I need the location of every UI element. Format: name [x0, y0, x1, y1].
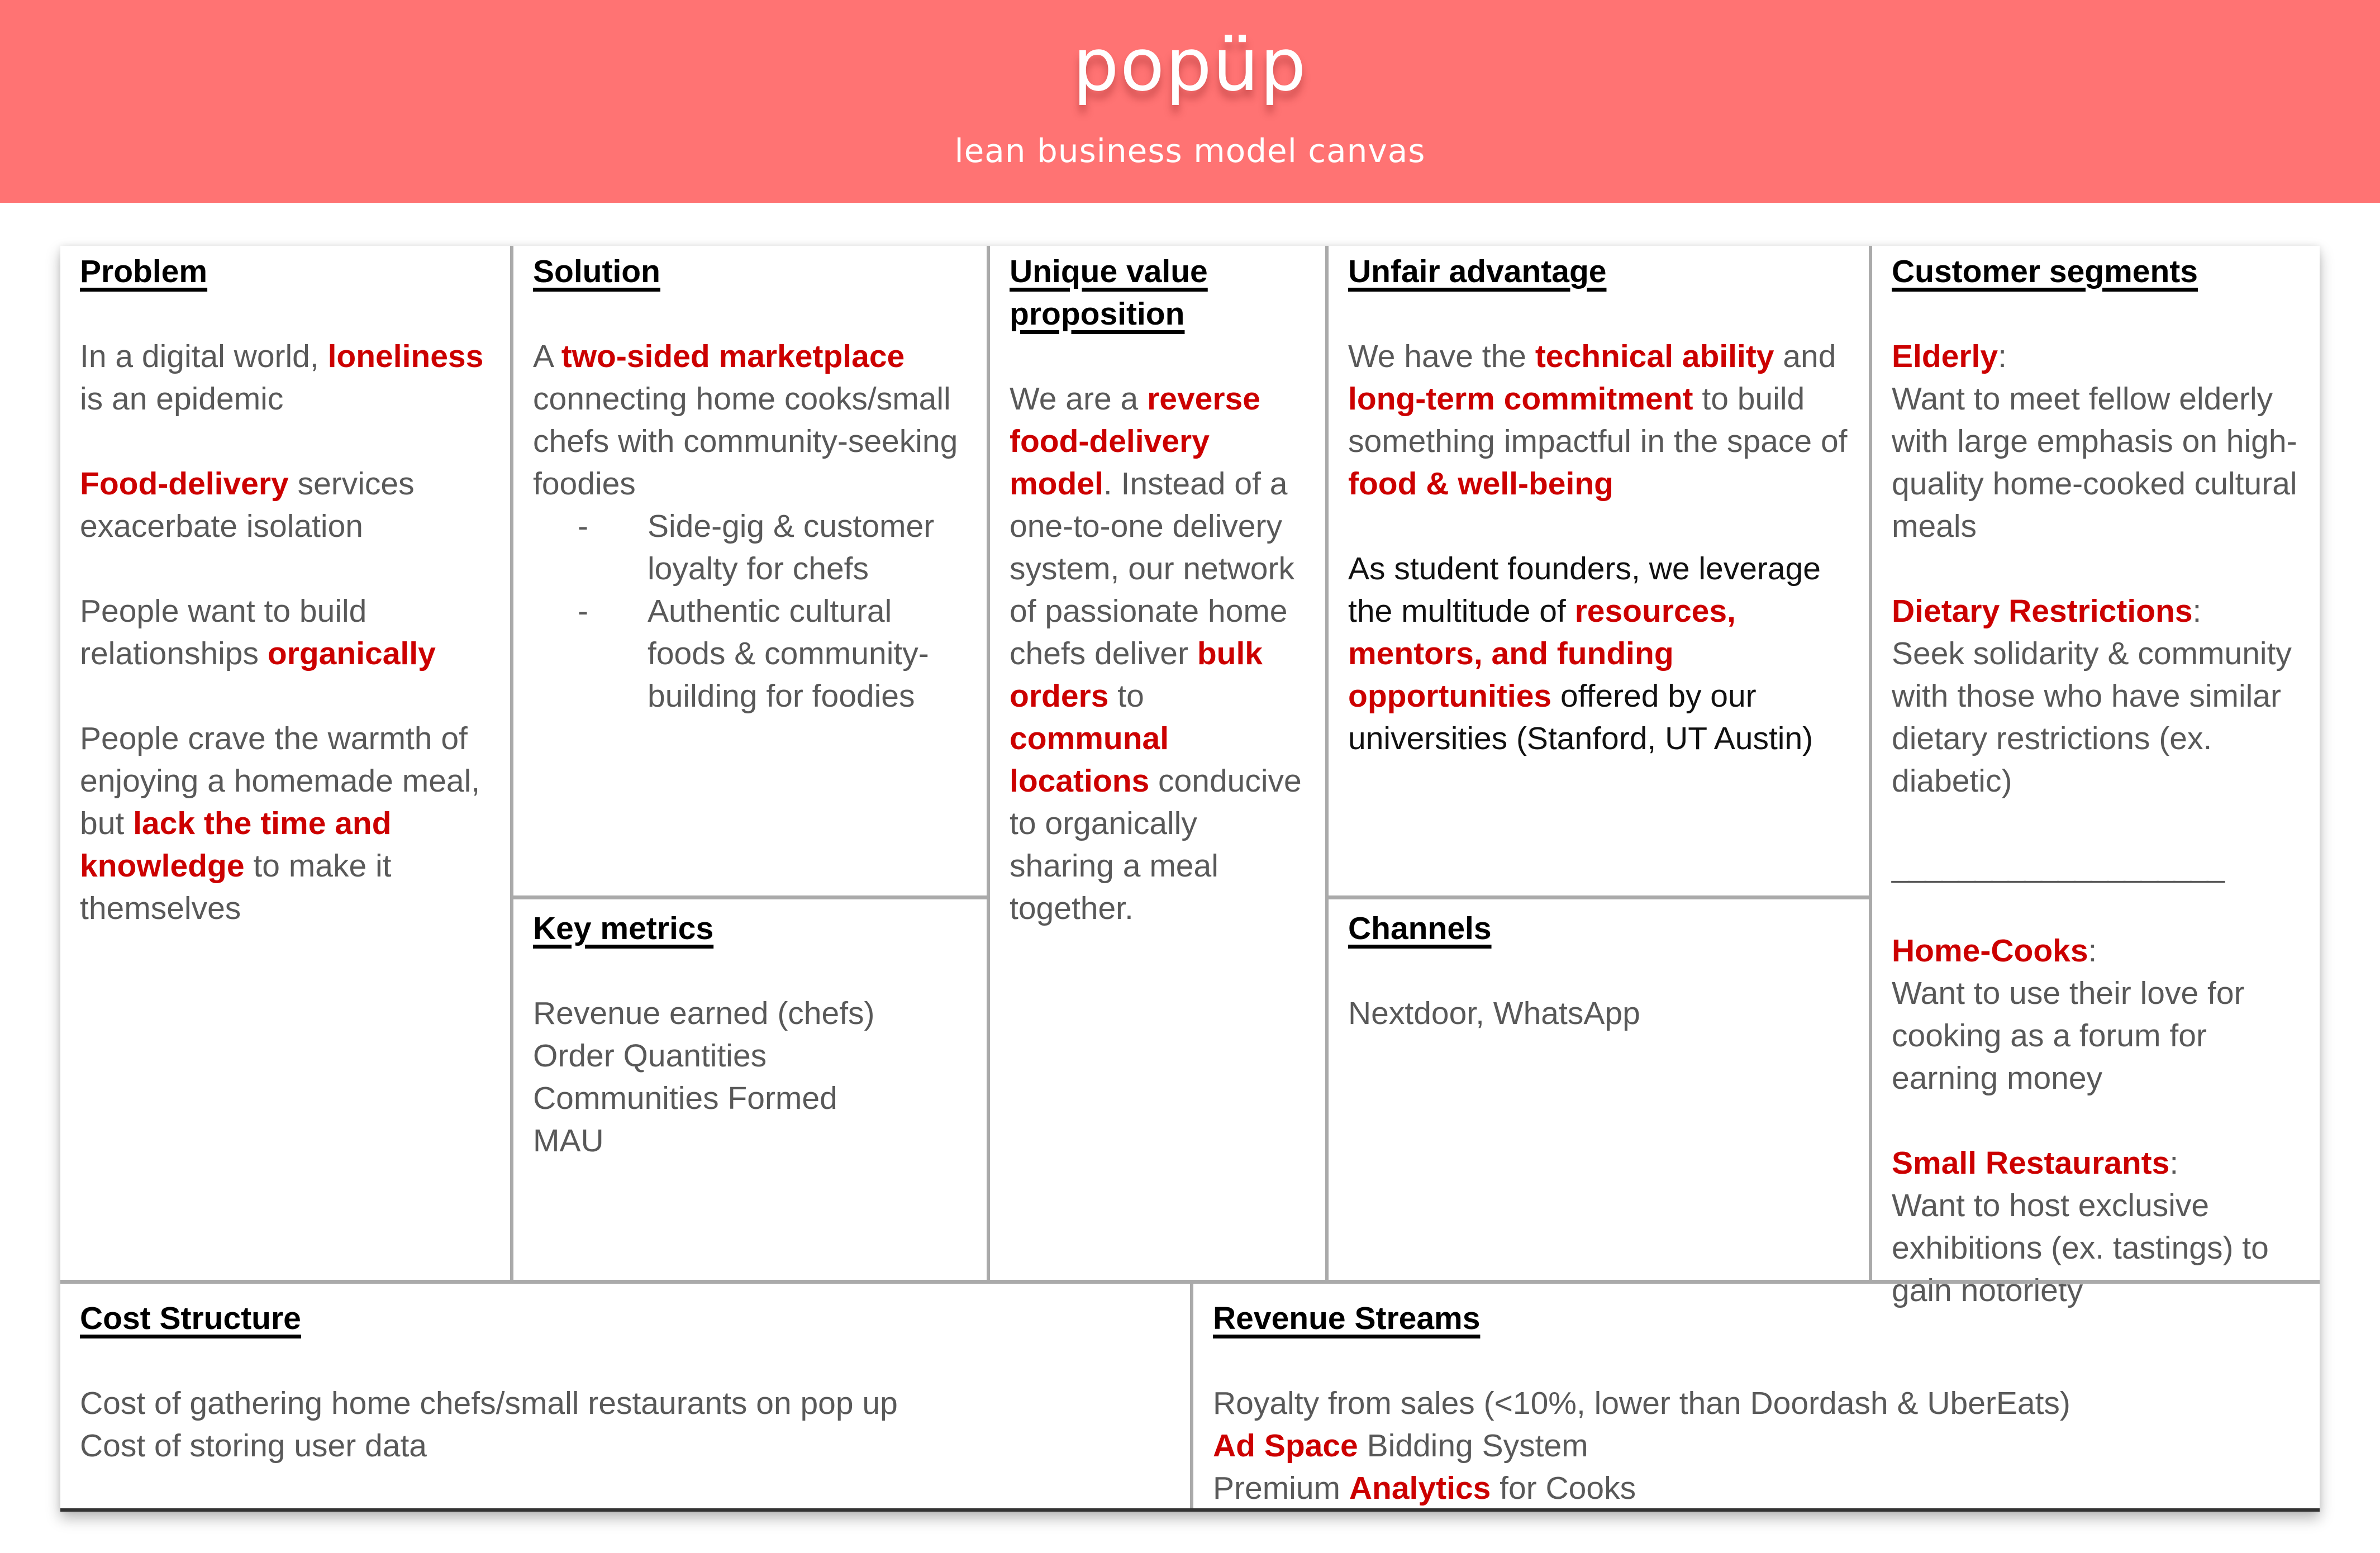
- uvp-cell: [987, 246, 1325, 1280]
- cost-item: Cost of gathering home chefs/small restaurants on pop up: [80, 1385, 898, 1421]
- uvp-title: Unique value proposition: [1010, 254, 1208, 332]
- revenue-item: Royalty from sales (<10%, lower than Doordash & UberEats): [1213, 1385, 2070, 1421]
- solution-intro: A two-sided marketplace connecting home cooks/small chefs with community-seeking foodies: [533, 339, 958, 502]
- problem-point: People crave the warmth of enjoying a homemade meal, but lack the time and knowledge to make it themselves: [80, 721, 480, 926]
- channels-cell: [1325, 895, 1869, 1280]
- segment-name: Home-Cooks:: [1892, 933, 2097, 969]
- problem-cell: [60, 246, 510, 1280]
- customer-segments-title: Customer segments: [1892, 254, 2198, 289]
- metric-item: Order Quantities: [533, 1038, 767, 1074]
- customer-segments-cell: [1869, 246, 2320, 1308]
- revenue-item: Ad Space Bidding System: [1213, 1428, 1588, 1464]
- metric-item: Communities Formed: [533, 1080, 837, 1116]
- unfair-advantage-cell: [1325, 246, 1869, 895]
- metric-item: Revenue earned (chefs): [533, 995, 875, 1031]
- logo: popüp: [1073, 22, 1307, 107]
- segment-desc: Want to meet fellow elderly with large emphasis on high-quality home-cooked cultural meals: [1892, 381, 2297, 544]
- revenue-streams-cell: [1190, 1280, 2320, 1512]
- advantage-point: We have the technical ability and long-term commitment to build something impactful in the space of food & well-being: [1348, 339, 1848, 502]
- canvas-bottom-border: [60, 1508, 2320, 1512]
- solution-cell: [510, 246, 987, 895]
- key-metrics-title: Key metrics: [533, 911, 714, 946]
- header-banner: [0, 0, 2380, 203]
- segment-desc: Want to use their love for cooking as a forum for earning money: [1892, 975, 2245, 1096]
- problem-title: Problem: [80, 254, 208, 289]
- segment-desc: Seek solidarity & community with those who have similar dietary restrictions (ex. diabetic): [1892, 636, 2292, 799]
- subtitle: lean business model canvas: [954, 132, 1426, 170]
- solution-title: Solution: [533, 254, 660, 289]
- uvp-text: We are a reverse food-delivery model. Instead of a one-to-one delivery system, our network of passionate home chefs deliver bulk orders to communal locations conducive to organically sharing a meal together.: [1010, 381, 1302, 926]
- segment-separator: ____________________: [1892, 848, 2224, 884]
- segment-name: Dietary Restrictions:: [1892, 593, 2202, 629]
- revenue-streams-title: Revenue Streams: [1213, 1300, 1481, 1336]
- channels-title: Channels: [1348, 911, 1492, 946]
- segment-desc: Want to host exclusive exhibitions (ex. tastings) to gain notoriety: [1892, 1188, 2269, 1308]
- problem-point: Food-delivery services exacerbate isolation: [80, 466, 415, 544]
- cost-structure-cell: [60, 1280, 1190, 1512]
- key-metrics-cell: [510, 895, 987, 1280]
- lean-canvas: [60, 246, 2320, 1512]
- cost-item: Cost of storing user data: [80, 1428, 427, 1464]
- segment-name: Small Restaurants:: [1892, 1145, 2179, 1181]
- advantage-point: As student founders, we leverage the multitude of resources, mentors, and funding opportunities offered by our universities (Stanford, UT Austin): [1348, 551, 1821, 756]
- solution-bullet: - Side-gig & customer loyalty for chefs: [578, 508, 935, 587]
- problem-point: In a digital world, loneliness is an epidemic: [80, 339, 484, 417]
- metric-item: MAU: [533, 1123, 604, 1159]
- revenue-item: Premium Analytics for Cooks: [1213, 1470, 1636, 1506]
- segment-name: Elderly:: [1892, 339, 2007, 374]
- solution-bullet: - Authentic cultural foods & community-building for foodies: [578, 593, 929, 714]
- problem-point: People want to build relationships organically: [80, 593, 436, 671]
- unfair-advantage-title: Unfair advantage: [1348, 254, 1607, 289]
- cost-structure-title: Cost Structure: [80, 1300, 301, 1336]
- channels-text: Nextdoor, WhatsApp: [1348, 995, 1640, 1031]
